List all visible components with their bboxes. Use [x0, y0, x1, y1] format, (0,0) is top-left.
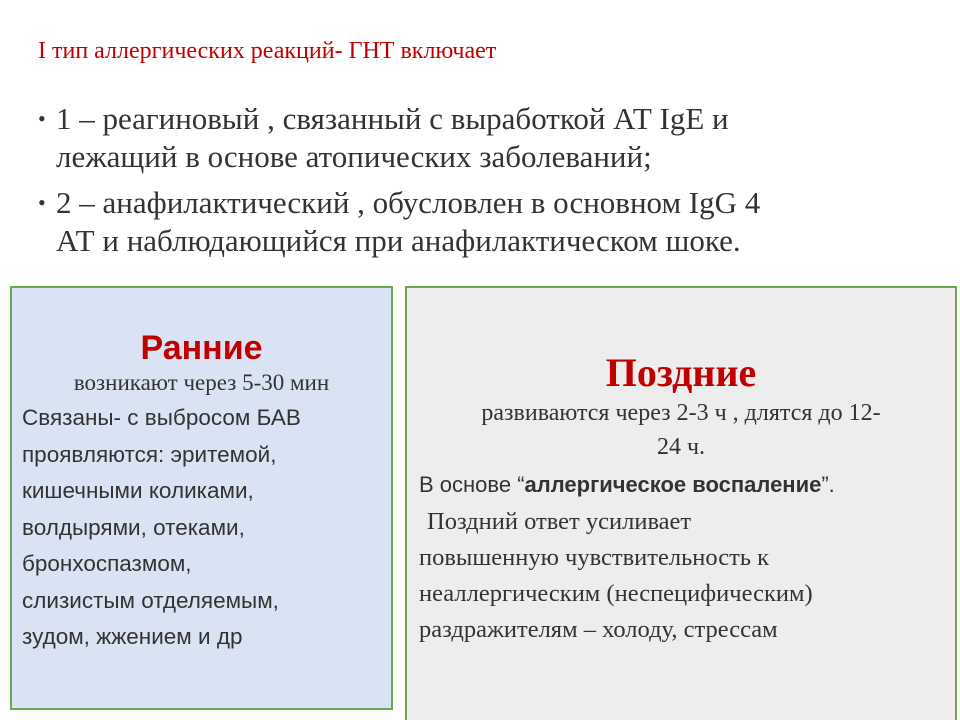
late-reactions-box — [405, 286, 957, 720]
early-line: бронхоспазмом, — [22, 551, 192, 576]
late-timing — [413, 396, 949, 464]
late-basis-suffix: ”. — [821, 472, 835, 497]
bullet-line: 2 – анафилактический , обусловлен в основном IgG 4 — [56, 185, 761, 220]
early-line: кишечными коликами, — [22, 478, 254, 503]
bullet-list — [38, 100, 938, 268]
late-basis-prefix: В основе “ — [419, 472, 525, 497]
early-line: Связаны- с выбросом БАВ — [22, 405, 301, 430]
bullet-line: АТ и наблюдающийся при анафилактическом шоке. — [56, 223, 741, 258]
late-line: неаллергическим (неспецифическим) — [419, 580, 813, 607]
early-line: волдырями, отеками, — [22, 514, 245, 540]
early-line: зудом, жжением и др — [22, 624, 243, 649]
early-description — [22, 400, 391, 656]
late-timing-line: 24 ч. — [656, 434, 706, 460]
late-line: повышенную чувствительность к — [419, 544, 770, 571]
early-reactions-box — [10, 286, 393, 710]
bullet-line: 1 – реагиновый , связанный с выработкой АТ IgE и — [56, 101, 729, 136]
bullet-item — [38, 184, 938, 260]
late-basis-bold: аллергическое воспаление — [524, 472, 822, 497]
bullet-marker: • — [38, 190, 46, 215]
late-description — [419, 504, 943, 648]
late-timing-line: развиваются через 2-3 ч , длятся до 12- — [481, 400, 881, 426]
bullet-line: лежащий в основе атопических заболеваний; — [56, 139, 652, 174]
late-line: Поздний ответ усиливает — [427, 508, 692, 535]
early-heading: Ранние — [140, 329, 263, 367]
slide-title: I тип аллергических реакций- ГНТ включает — [38, 38, 497, 64]
late-line: раздражителям – холоду, стрессам — [419, 616, 778, 643]
early-timing: возникают через 5-30 мин — [73, 370, 330, 395]
late-heading: Поздние — [605, 350, 757, 395]
bullet-item — [38, 100, 938, 176]
early-line: слизистым отделяемым, — [22, 587, 279, 613]
bullet-marker: • — [38, 106, 46, 131]
late-basis — [419, 470, 955, 500]
early-line: проявляются: эритемой, — [22, 441, 277, 467]
